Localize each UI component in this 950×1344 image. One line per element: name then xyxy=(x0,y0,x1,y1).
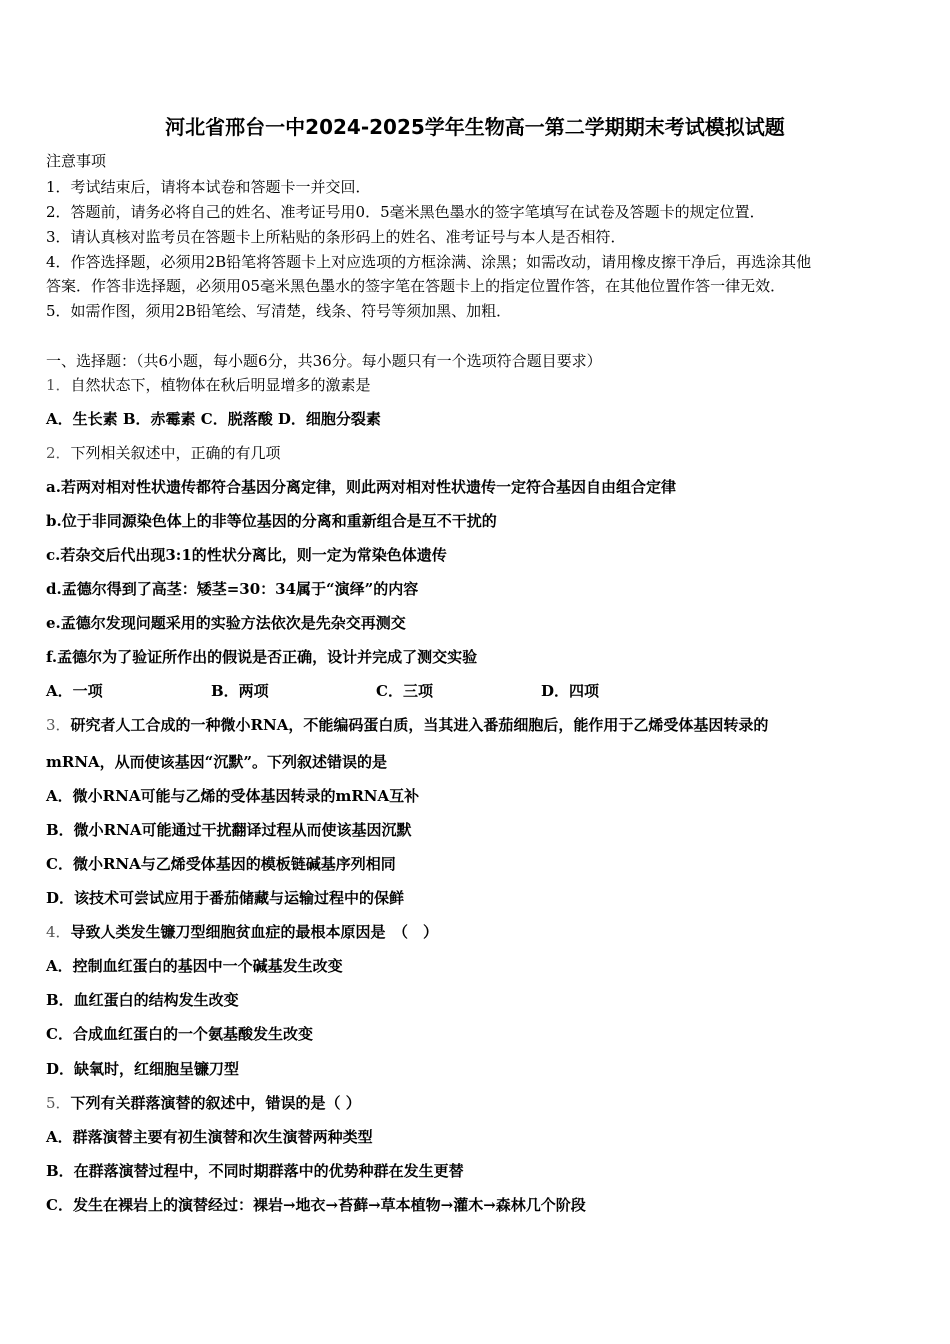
option-b: B．在群落演替过程中，不同时期群落中的优势种群在发生更替 xyxy=(46,1162,464,1180)
option-a: A．一项 xyxy=(46,682,103,700)
notice-item: 5．如需作图，须用2B铅笔绘、写清楚，线条、符号等须加黑、加粗． xyxy=(46,302,512,320)
notice-item: 4．作答选择题，必须用2B铅笔将答题卡上对应选项的方框涂满、涂黑；如需改动，请用橡皮擦干净后，再选涂其他 xyxy=(46,253,812,271)
notice-item: 2．答题前，请务必将自己的姓名、准考证号用0．5毫米黑色墨水的签字笔填写在试卷及答题卡的规定位置． xyxy=(46,203,765,221)
question-stem: 自然状态下，植物体在秋后明显增多的激素是 xyxy=(70,376,371,394)
question-1-options: A．生长素 B．赤霉素 C．脱落酸 D．细胞分裂素 xyxy=(46,410,381,428)
question-number: 3． xyxy=(46,716,71,734)
question-2-options xyxy=(46,681,910,701)
option-d: D．缺氧时，红细胞呈镰刀型 xyxy=(46,1060,240,1078)
option-c: C．三项 xyxy=(376,682,433,700)
statement-c: c.若杂交后代出现3:1的性状分离比，则一定为常染色体遗传 xyxy=(46,546,447,564)
statement-d: d.孟德尔得到了高茎：矮茎=30：34属于“演绎”的内容 xyxy=(46,580,419,598)
option-a: A．微小RNA可能与乙烯的受体基因转录的mRNA互补 xyxy=(46,787,420,805)
question-number: 1． xyxy=(46,376,71,394)
notice-item: 1．考试结束后，请将本试卷和答题卡一并交回． xyxy=(46,178,371,196)
question-1 xyxy=(46,375,910,395)
option-a: A．群落演替主要有初生演替和次生演替两种类型 xyxy=(46,1128,373,1146)
question-stem: 下列有关群落演替的叙述中，错误的是（ ） xyxy=(70,1094,361,1112)
question-3-stem-continued: mRNA，从而使该基因“沉默”。下列叙述错误的是 xyxy=(46,753,387,771)
statement-a: a.若两对相对性状遗传都符合基因分离定律，则此两对相对性状遗传一定符合基因自由组合定律 xyxy=(46,478,676,496)
option-c: C．发生在裸岩上的演替经过：裸岩→地衣→苔藓→草本植物→灌木→森林几个阶段 xyxy=(46,1196,586,1214)
option-a: A．控制血红蛋白的基因中一个碱基发生改变 xyxy=(46,957,343,975)
question-number: 5． xyxy=(46,1094,71,1112)
option-d: D．该技术可尝试应用于番茄储藏与运输过程中的保鲜 xyxy=(46,889,405,907)
statement-b: b.位于非同源染色体上的非等位基因的分离和重新组合是互不干扰的 xyxy=(46,512,497,530)
notice-item: 答案．作答非选择题，必须用05毫米黑色墨水的签字笔在答题卡上的指定位置作答，在其他位置作答一律无效． xyxy=(46,277,786,295)
option-b: B．血红蛋白的结构发生改变 xyxy=(46,991,239,1009)
question-2 xyxy=(46,443,910,463)
exam-title: 河北省邢台一中2024-2025学年生物高一第二学期期末考试模拟试题 xyxy=(165,115,785,139)
statement-e: e.孟德尔发现问题采用的实验方法依次是先杂交再测交 xyxy=(46,614,406,632)
option-b: B．两项 xyxy=(211,682,269,700)
question-3 xyxy=(46,715,910,735)
notice-heading: 注意事项 xyxy=(46,152,107,170)
option-b: B．微小RNA可能通过干扰翻译过程从而使该基因沉默 xyxy=(46,821,412,839)
statement-f: f.孟德尔为了验证所作出的假说是否正确，设计并完成了测交实验 xyxy=(46,648,478,666)
question-number: 2． xyxy=(46,444,71,462)
question-number: 4． xyxy=(46,923,71,941)
question-4 xyxy=(46,922,910,942)
option-d: D．四项 xyxy=(541,682,600,700)
notice-item: 3．请认真核对监考员在答题卡上所粘贴的条形码上的姓名、准考证号与本人是否相符． xyxy=(46,228,626,246)
question-stem: 导致人类发生镰刀型细胞贫血症的最根本原因是 （ ） xyxy=(70,923,439,941)
section-heading: 一、选择题：（共6小题，每小题6分，共36分。每小题只有一个选项符合题目要求） xyxy=(46,352,602,370)
option-c: C．合成血红蛋白的一个氨基酸发生改变 xyxy=(46,1025,313,1043)
question-stem: 下列相关叙述中，正确的有几项 xyxy=(70,444,281,462)
question-stem: 研究者人工合成的一种微小RNA，不能编码蛋白质，当其进入番茄细胞后，能作用于乙烯受体基因转录的 xyxy=(70,716,769,734)
question-5 xyxy=(46,1093,910,1113)
option-c: C．微小RNA与乙烯受体基因的模板链碱基序列相同 xyxy=(46,855,396,873)
